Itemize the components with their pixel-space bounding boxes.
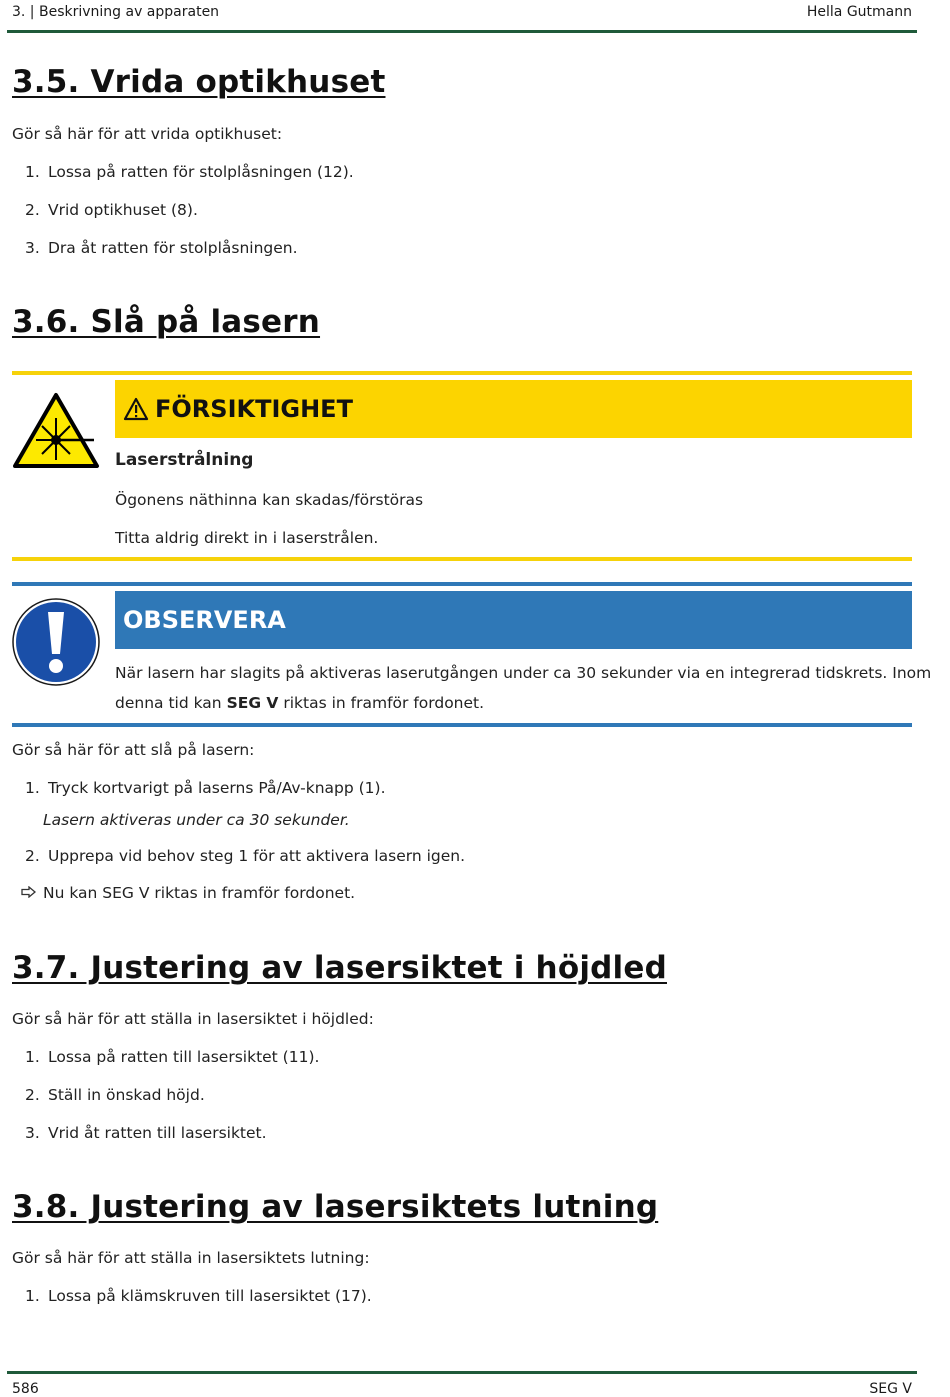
result-item: Nu kan SEG V riktas in framför fordonet. bbox=[21, 884, 355, 902]
note-banner bbox=[115, 591, 912, 649]
note-bottom-rule bbox=[12, 723, 912, 727]
list-item: 1. Lossa på ratten för stolplåsningen (12). bbox=[25, 163, 354, 181]
list-item: 3. Vrid åt ratten till lasersiktet. bbox=[25, 1124, 267, 1142]
list-item: 2. Ställ in önskad höjd. bbox=[25, 1086, 205, 1104]
caution-text-1: Ögonens näthinna kan skadas/förstöras bbox=[115, 491, 424, 509]
result-arrow-icon bbox=[21, 884, 43, 902]
caution-bottom-rule bbox=[12, 557, 912, 561]
section-intro-3-5: Gör så här för att vrida optikhuset: bbox=[12, 125, 283, 143]
section-title-3-5: 3.5. Vrida optikhuset bbox=[12, 64, 386, 100]
section-title-3-7: 3.7. Justering av lasersiktet i höjdled bbox=[12, 950, 667, 986]
section-intro-3-8: Gör så här för att ställa in lasersiktets lutning: bbox=[12, 1249, 370, 1267]
list-item: 2. Vrid optikhuset (8). bbox=[25, 201, 198, 219]
caution-text-2: Titta aldrig direkt in i laserstrålen. bbox=[115, 529, 379, 547]
header-chapter: 3. | Beskrivning av apparaten bbox=[12, 4, 220, 20]
warning-triangle-icon bbox=[123, 397, 149, 421]
step-result: Lasern aktiveras under ca 30 sekunder. bbox=[43, 811, 350, 829]
section-intro-3-6: Gör så här för att slå på lasern: bbox=[12, 741, 255, 759]
caution-banner bbox=[115, 380, 912, 438]
section-intro-3-7: Gör så här för att ställa in lasersiktet i höjdled: bbox=[12, 1010, 374, 1028]
exclamation-circle-icon bbox=[12, 598, 100, 686]
list-item: 2. Upprepa vid behov steg 1 för att aktivera lasern igen. bbox=[25, 847, 466, 865]
footer-product: SEG V bbox=[869, 1381, 912, 1397]
caution-top-rule bbox=[12, 371, 912, 375]
list-item: 1. Lossa på klämskruven till lasersiktet (17). bbox=[25, 1287, 372, 1305]
caution-label: FÖRSIKTIGHET bbox=[155, 395, 353, 423]
list-item: 1. Lossa på ratten till lasersiktet (11). bbox=[25, 1048, 320, 1066]
list-item: 3. Dra åt ratten för stolplåsningen. bbox=[25, 239, 298, 257]
section-title-3-6: 3.6. Slå på lasern bbox=[12, 304, 321, 340]
footer-rule bbox=[7, 1371, 917, 1374]
page-footer bbox=[12, 1381, 912, 1397]
note-label: OBSERVERA bbox=[123, 606, 286, 634]
note-text-1: När lasern har slagits på aktiveras laserutgången under ca 30 sekunder via en integrerad tidskrets. Inom bbox=[115, 664, 932, 682]
note-text-2: denna tid kan SEG V riktas in framför fordonet. bbox=[115, 694, 485, 712]
page-number: 586 bbox=[12, 1381, 39, 1397]
caution-heading: Laserstrålning bbox=[115, 450, 254, 470]
laser-warning-icon bbox=[12, 392, 100, 470]
section-title-3-8: 3.8. Justering av lasersiktets lutning bbox=[12, 1189, 659, 1225]
list-item: 1. Tryck kortvarigt på laserns På/Av-knapp (1). bbox=[25, 779, 386, 797]
header-brand: Hella Gutmann bbox=[806, 4, 912, 20]
header-rule bbox=[7, 30, 917, 33]
note-top-rule bbox=[12, 582, 912, 586]
page-header bbox=[12, 4, 912, 24]
